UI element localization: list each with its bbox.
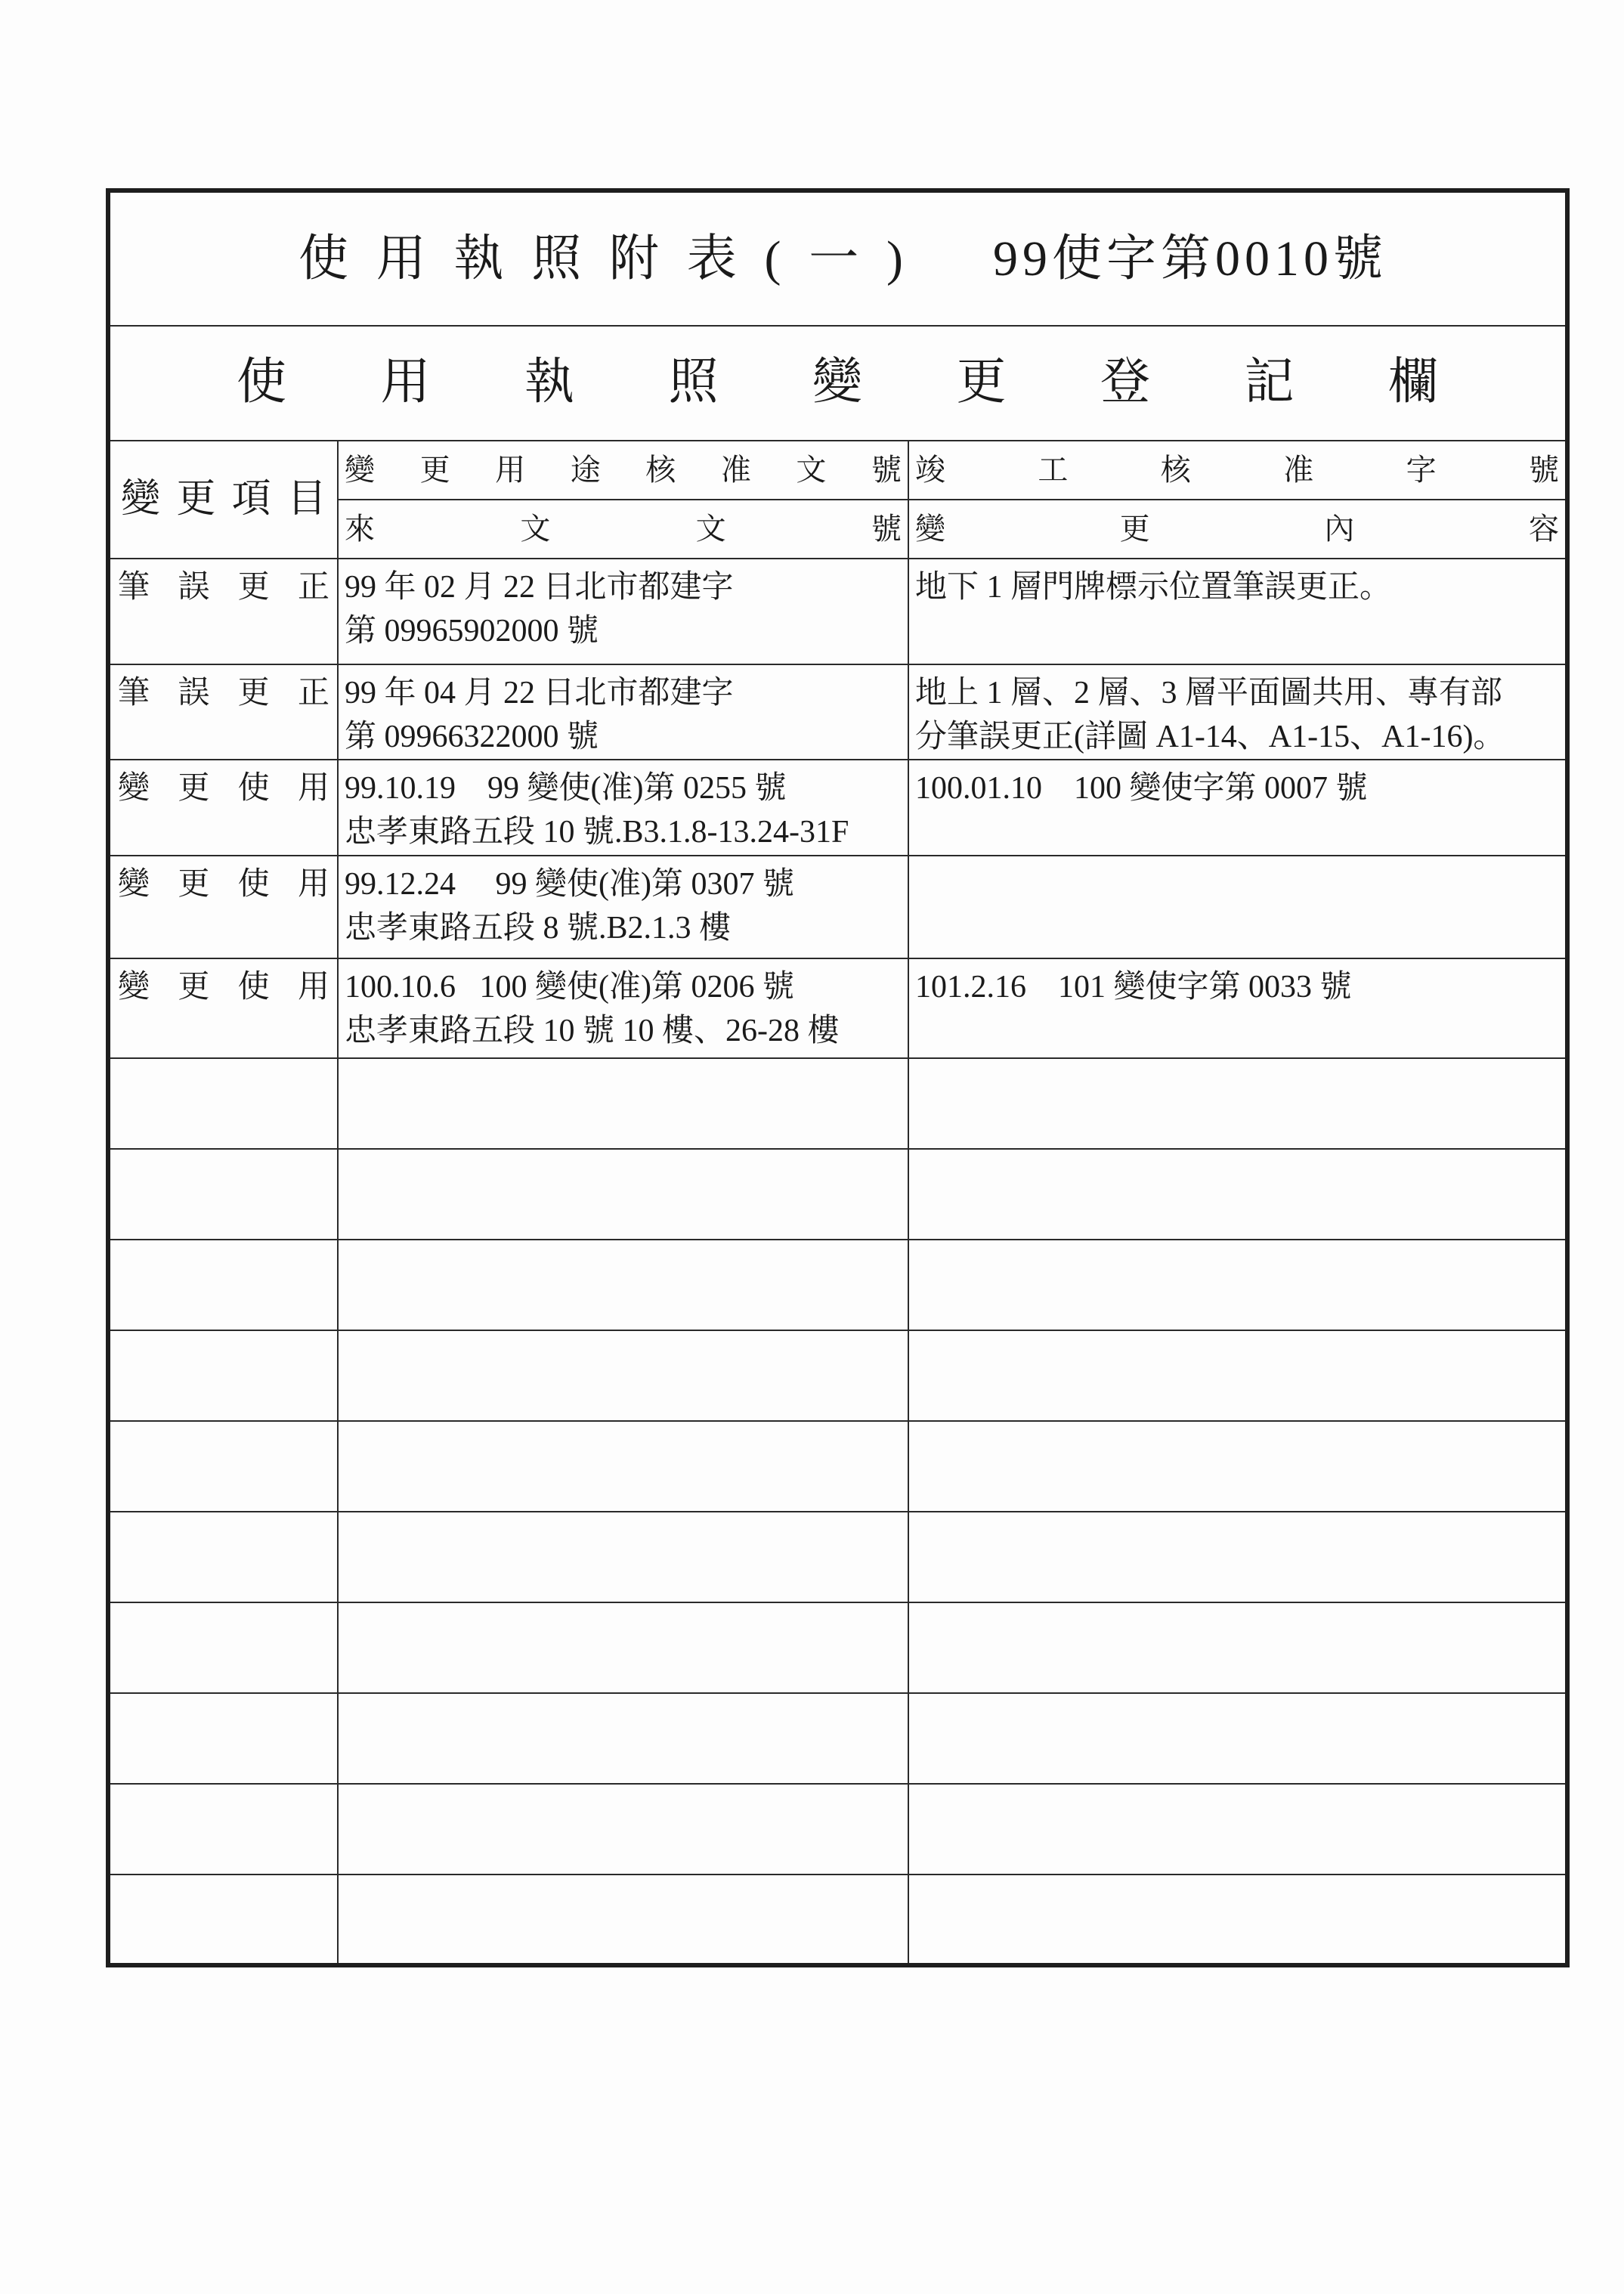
- doc-line: 99.12.24 99 變使(准)第 0307 號: [345, 867, 794, 902]
- table-row: [108, 958, 1567, 1058]
- doc-line: 99.10.19 99 變使(准)第 0255 號: [345, 771, 787, 806]
- empty-cell: [908, 1602, 1567, 1693]
- empty-cell: [108, 1875, 338, 1965]
- content-line: 101.2.16 101 變使字第 0033 號: [915, 970, 1352, 1005]
- content-cell: [908, 856, 1567, 958]
- table-row: [108, 664, 1567, 760]
- empty-row: [108, 1693, 1567, 1784]
- content-cell: [908, 958, 1567, 1058]
- section-heading-box: [110, 327, 1565, 440]
- content-cell: [908, 559, 1567, 664]
- doc-cell: [338, 856, 908, 958]
- empty-cell: [338, 1058, 908, 1149]
- empty-cell: [108, 1693, 338, 1784]
- empty-cell: [908, 1330, 1567, 1421]
- header-row-1: [108, 441, 1567, 500]
- doc-cell: [338, 559, 908, 664]
- column-header-incoming-doc: [338, 500, 908, 559]
- empty-cell: [108, 1240, 338, 1330]
- doc-line: 第 09965902000 號: [345, 614, 599, 649]
- empty-cell: [338, 1784, 908, 1875]
- item-label: 變更使用: [118, 970, 329, 1005]
- empty-cell: [108, 1058, 338, 1149]
- empty-cell: [108, 1512, 338, 1602]
- item-cell: [108, 760, 338, 856]
- empty-cell: [338, 1875, 908, 1965]
- column-header-item-label: 變更項目: [121, 478, 326, 521]
- doc-line: 忠孝東路五段 8 號.B2.1.3 樓: [345, 911, 732, 946]
- empty-cell: [908, 1693, 1567, 1784]
- empty-row: [108, 1330, 1567, 1421]
- empty-cell: [108, 1149, 338, 1240]
- empty-cell: [338, 1512, 908, 1602]
- column-header-change-content: [908, 500, 1567, 559]
- table-row: [108, 559, 1567, 664]
- item-cell: [108, 664, 338, 760]
- empty-cell: [338, 1240, 908, 1330]
- empty-cell: [108, 1421, 338, 1512]
- empty-cell: [908, 1875, 1567, 1965]
- empty-row: [108, 1240, 1567, 1330]
- empty-cell: [908, 1240, 1567, 1330]
- empty-row: [108, 1875, 1567, 1965]
- empty-row: [108, 1149, 1567, 1240]
- empty-cell: [338, 1149, 908, 1240]
- empty-cell: [908, 1784, 1567, 1875]
- column-header-completion-approval: [908, 441, 1567, 500]
- empty-cell: [338, 1693, 908, 1784]
- empty-row: [108, 1058, 1567, 1149]
- section-heading-row: [108, 326, 1567, 441]
- empty-row: [108, 1602, 1567, 1693]
- title-row: [108, 190, 1567, 326]
- item-cell: [108, 856, 338, 958]
- doc-cell: [338, 664, 908, 760]
- empty-row: [108, 1421, 1567, 1512]
- item-cell: [108, 559, 338, 664]
- doc-line: 忠孝東路五段 10 號 10 樓、26-28 樓: [345, 1014, 840, 1048]
- item-label: 變更使用: [118, 867, 329, 902]
- title-box: [110, 193, 1565, 325]
- empty-cell: [338, 1421, 908, 1512]
- empty-cell: [908, 1058, 1567, 1149]
- empty-cell: [108, 1784, 338, 1875]
- doc-cell: [338, 760, 908, 856]
- table-row: [108, 760, 1567, 856]
- column-header-change-content-label: 變更內容: [915, 512, 1559, 546]
- column-header-incoming-doc-label: 來文文號: [345, 512, 902, 546]
- column-header-item: [108, 441, 338, 559]
- table-row: [108, 856, 1567, 958]
- empty-cell: [108, 1602, 338, 1693]
- doc-cell: [338, 958, 908, 1058]
- item-cell: [108, 958, 338, 1058]
- content-line: 分筆誤更正(詳圖 A1-14、A1-15、A1-16)。: [915, 720, 1505, 754]
- section-heading: 使用執照變更登記欄: [237, 354, 1438, 410]
- doc-line: 第 09966322000 號: [345, 720, 599, 754]
- item-label: 變更使用: [118, 771, 329, 806]
- column-header-approval-doc-label: 變更用途核准文號: [345, 453, 902, 487]
- title-cell: [108, 190, 1567, 326]
- doc-line: 100.10.6 100 變使(准)第 0206 號: [345, 970, 794, 1005]
- doc-line: 99 年 04 月 22 日北市都建字: [345, 676, 734, 710]
- empty-cell: [908, 1512, 1567, 1602]
- form-title: 使用執照附表(一): [299, 231, 903, 286]
- empty-cell: [338, 1602, 908, 1693]
- empty-cell: [908, 1149, 1567, 1240]
- item-label: 筆誤更正: [118, 676, 329, 710]
- empty-cell: [338, 1330, 908, 1421]
- column-header-approval-doc: [338, 441, 908, 500]
- permit-number: 99使字第0010號: [993, 231, 1387, 286]
- empty-cell: [108, 1330, 338, 1421]
- content-cell: [908, 760, 1567, 856]
- permit-change-register-form: [106, 188, 1565, 1967]
- empty-cell: [908, 1421, 1567, 1512]
- doc-line: 忠孝東路五段 10 號.B3.1.8-13.24-31F: [345, 815, 849, 850]
- register-table: [106, 188, 1570, 1967]
- empty-row: [108, 1512, 1567, 1602]
- empty-row: [108, 1784, 1567, 1875]
- content-cell: [908, 664, 1567, 760]
- section-heading-cell: [108, 326, 1567, 441]
- doc-line: 99 年 02 月 22 日北市都建字: [345, 570, 734, 605]
- content-line: 100.01.10 100 變使字第 0007 號: [915, 771, 1368, 806]
- content-line: 地下 1 層門牌標示位置筆誤更正。: [915, 570, 1392, 605]
- item-label: 筆誤更正: [118, 570, 329, 605]
- content-line: 地上 1 層、2 層、3 層平面圖共用、專有部: [915, 676, 1503, 710]
- column-header-completion-approval-label: 竣工核准字號: [915, 453, 1559, 487]
